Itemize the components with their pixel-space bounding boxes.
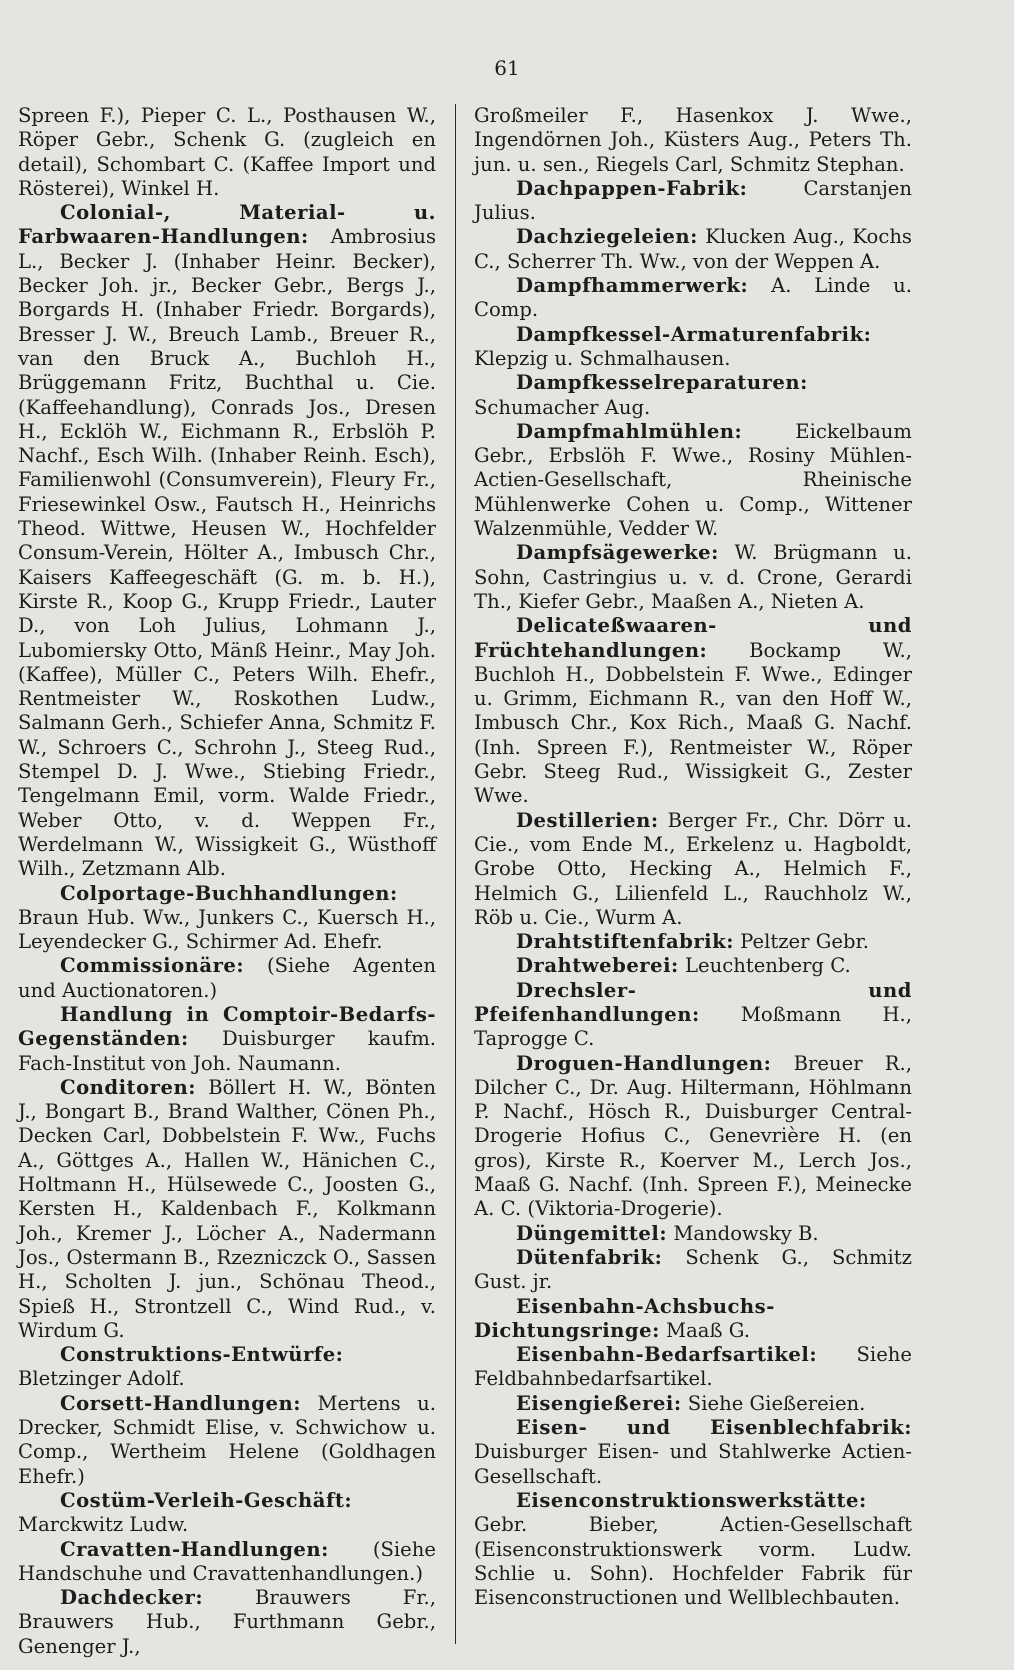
directory-entry (474, 930, 912, 954)
directory-entry (474, 1489, 912, 1610)
entry-text: Bletzinger Adolf. (18, 1367, 185, 1391)
directory-entry (474, 954, 912, 978)
directory-entry (474, 420, 912, 541)
entry-heading: Drechsler- und Pfeifenhandlungen: (474, 978, 912, 1026)
entry-heading: Delicateßwaaren- und Früchtehandlungen: (474, 614, 912, 662)
entry-text: Breuer R., Dilcher C., Dr. Aug. Hiltermann, Höhlmann P. Nachf., Hösch R., Duisburger Central-Drogerie Hofius C., Genevrière H. (en gros), Kirste R., Koerver M., Lerch Jos., Maaß G. Nachf. (Inh. Spreen F.), Meinecke A. C. (Viktoria-Drogerie). (474, 1051, 912, 1221)
directory-entry (18, 201, 436, 881)
entry-heading: Dachdecker: (60, 1586, 204, 1610)
entry-text: Böllert H. W., Bönten J., Bongart B., Brand Walther, Cönen Ph., Decken Carl, Dobbelstein F. Ww., Fuchs A., Göttges A., Hallen W., Hänichen C., Holtmann H., Hülsewede C., Joosten G., Kersten H., Kaldenbach F., Kolkmann Joh., Kremer J., Löcher A., Nadermann Jos., Ostermann B., Rzezniczck O., Sassen H., Scholten J. jun., Schönau Theod., Spieß H., Strontzell C., Wind Rud., v. Wirdum G. (18, 1075, 437, 1342)
directory-entry (474, 177, 912, 226)
entry-heading: Dampfmahlmühlen: (516, 419, 743, 443)
entry-heading: Dampfhammerwerk: (516, 274, 749, 298)
entry-text: Berger Fr., Chr. Dörr u. Cie., vom Ende M., Erkelenz u. Hagboldt, Grobe Otto, Hecking A., Helmich F., Helmich G., Lilienfeld L., Rauchholz W., Röb u. Cie., Wurm A. (474, 808, 913, 929)
entry-heading: Construktions-Entwürfe: (60, 1343, 344, 1367)
entry-text: Schenk G., Schmitz Gust. jr. (474, 1245, 913, 1294)
entry-text: Bockamp W., Buchloh H., Dobbelstein F. Wwe., Edinger u. Grimm, Eichmann R., van den Hoff W., Imbusch Chr., Kox Rich., Maaß G. Nachf. (Inh. Spreen F.), Rentmeister W., Röper Gebr. Steeg Rud., Wissigkeit G., Zester Wwe. (474, 638, 912, 808)
entry-heading: Costüm-Verleih-Geschäft: (60, 1488, 353, 1512)
entry-heading: Handlung in Comptoir-Bedarfs-Gegenständen: (18, 1002, 436, 1051)
entry-text: Duisburger kaufm. Fach-Institut von Joh. Naumann. (18, 1027, 436, 1075)
entry-text: (Siehe Agenten und Auctionatoren.) (18, 954, 436, 1002)
entry-heading: Destillerien: (516, 808, 659, 832)
entry-heading: Droguen-Handlungen: (516, 1051, 772, 1075)
entry-text: Peltzer Gebr. (740, 930, 869, 954)
directory-entry (474, 809, 912, 930)
directory-entry (18, 1586, 436, 1659)
entry-text: Duisburger Eisen- und Stahlwerke Actien-Gesellschaft. (474, 1440, 912, 1488)
entry-text: Großmeiler F., Hasenkox J. Wwe., Ingendörnen Joh., Küsters Aug., Peters Th. jun. u. sen., Riegels Carl, Schmitz Stephan. (474, 104, 912, 176)
directory-entry (18, 1489, 436, 1538)
left-column (18, 104, 436, 1659)
entry-text: Eickelbaum Gebr., Erbslöh F. Wwe., Rosiny Mühlen-Actien-Gesellschaft, Rheinische Mühlenwerke Cohen u. Comp., Wittener Walzenmühle, Vedder W. (474, 419, 912, 541)
directory-entry (18, 1343, 436, 1392)
entry-heading: Drahtstiftenfabrik: (516, 930, 734, 954)
directory-entry (474, 1392, 912, 1416)
directory-entry (474, 1246, 912, 1295)
entry-heading: Eisen- und Eisenblechfabrik: (516, 1416, 912, 1440)
entry-text: (Siehe Handschuhe und Cravattenhandlungen.) (18, 1537, 436, 1585)
page-number: 61 (494, 56, 520, 80)
entry-text: Leuchtenberg C. (685, 954, 851, 978)
entry-heading: Eisenconstruktionswerkstätte: (516, 1488, 867, 1512)
entry-text: Spreen F.), Pieper C. L., Posthausen W., Röper Gebr., Schenk G. (zugleich en detail), Schombart C. (Kaffee Import und Rösterei), Winkel H. (18, 104, 436, 200)
entry-heading: Conditoren: (60, 1075, 196, 1099)
entry-heading: Commissionäre: (60, 954, 245, 978)
directory-entry (474, 1343, 912, 1392)
entry-heading: Dampfkesselreparaturen: (516, 371, 808, 395)
entry-heading: Dachziegeleien: (516, 225, 698, 249)
right-column (474, 104, 912, 1610)
entry-heading: Cravatten-Handlungen: (60, 1537, 329, 1561)
directory-entry (474, 323, 912, 372)
entry-heading: Dütenfabrik: (516, 1245, 663, 1269)
entry-heading: Düngemittel: (516, 1221, 668, 1245)
entry-text: Schumacher Aug. (474, 395, 651, 419)
directory-entry (474, 1052, 912, 1222)
entry-text: Brauwers Fr., Brauwers Hub., Furthmann Gebr., Genenger J., (18, 1586, 436, 1658)
entry-heading: Eisengießerei: (516, 1391, 682, 1415)
entry-text: Klepzig u. Schmalhausen. (474, 346, 731, 370)
entry-heading: Colonial-, Material- u. Farbwaaren-Handlungen: (18, 201, 436, 249)
entry-heading: Eisenbahn-Achsbuchs-Dichtungsringe: (474, 1294, 775, 1342)
entry-heading: Dampfkessel-Armaturenfabrik: (516, 322, 872, 346)
entry-text: A. Linde u. Comp. (474, 274, 912, 322)
entry-heading: Corsett-Handlungen: (60, 1391, 301, 1415)
directory-entry (474, 1222, 912, 1246)
entry-text: Mandowsky B. (673, 1221, 819, 1245)
entry-text: Marckwitz Ludw. (18, 1513, 189, 1537)
entry-heading: Colportage-Buchhandlungen: (60, 881, 398, 905)
entry-text: Gebr. Bieber, Actien-Gesellschaft (Eisenconstruktionswerk vorm. Ludw. Schlie u. Sohn). Hochfelder Fabrik für Eisenconstructionen und Wellblechbauten. (474, 1513, 912, 1610)
directory-entry (18, 882, 436, 955)
directory-entry (18, 1003, 436, 1076)
directory-entry (474, 371, 912, 420)
entry-text: Maaß G. (666, 1318, 750, 1342)
directory-entry (474, 1295, 912, 1344)
column-divider (455, 104, 456, 1644)
directory-entry (474, 979, 912, 1052)
entry-text: Carstanjen Julius. (474, 176, 912, 225)
directory-entry (18, 1538, 436, 1587)
directory-entry (18, 104, 436, 201)
entry-heading: Dachpappen-Fabrik: (516, 176, 748, 200)
entry-heading: Dampfsägewerke: (516, 541, 719, 565)
directory-entry (474, 274, 912, 323)
directory-entry (474, 225, 912, 274)
entry-text: Braun Hub. Ww., Junkers C., Kuersch H., Leyendecker G., Schirmer Ad. Ehefr. (18, 905, 436, 954)
directory-entry (474, 104, 912, 177)
directory-entry (474, 1416, 912, 1489)
entry-text: Siehe Feldbahnbedarfsartikel. (474, 1343, 912, 1391)
entry-text: Mertens u. Drecker, Schmidt Elise, v. Schwichow u. Comp., Wertheim Helene (Goldhagen Ehefr.) (18, 1391, 436, 1488)
entry-text: Siehe Gießereien. (687, 1391, 866, 1415)
entry-text: Moßmann H., Taprogge C. (474, 1002, 913, 1051)
directory-entry (18, 1076, 436, 1343)
directory-entry (18, 954, 436, 1003)
entry-text: Klucken Aug., Kochs C., Scherrer Th. Ww., von der Weppen A. (474, 225, 912, 273)
entry-heading: Drahtweberei: (516, 954, 679, 978)
directory-entry (474, 541, 912, 614)
entry-text: W. Brügmann u. Sohn, Castringius u. v. d. Crone, Gerardi Th., Kiefer Gebr., Maaßen A., Nieten A. (474, 541, 912, 613)
directory-entry (474, 614, 912, 808)
entry-text: Ambrosius L., Becker J. (Inhaber Heinr. Becker), Becker Joh. jr., Becker Gebr., Bergs J., Borgards H. (Inhaber Friedr. Borgards), Bresser J. W., Breuch Lamb., Breuer R., van den Bruck A., Buchloh H., Brüggemann Fritz, Buchthal u. Cie. (Kaffeehandlung), Conrads Jos., Dresen H., Ecklöh W., Eichmann R., Erbslöh P. Nachf., Esch Wilh. (Inhaber Reinh. Esch), Familienwohl (Consumverein), Fleury Fr., Friesewinkel Osw., Fautsch H., Heinrichs Theod. Wittwe, Heusen W., Hochfelder Consum-Verein, Hölter A., Imbusch Chr., Kaisers Kaffeegeschäft (G. m. b. H.), Kirste R., Koop G., Krupp Friedr., Lauter D., von Loh Julius, Lohmann J., Lubomiersky Otto, Mänß Heinr., May Joh. (Kaffee), Müller C., Peters Wilh. Ehefr., Rentmeister W., Roskothen Ludw., Salmann Gerh., Schiefer Anna, Schmitz F. W., Schroers C., Schrohn J., Steeg Rud., Stempel D. J. Wwe., Stiebing Friedr., Tengelmann Emil, vorm. Walde Friedr., Weber Otto, v. d. Weppen Fr., Werdelmann W., Wissigkeit G., Wüsthoff Wilh., Zetzmann Alb. (18, 225, 436, 881)
entry-heading: Eisenbahn-Bedarfsartikel: (516, 1343, 818, 1367)
directory-entry (18, 1392, 436, 1489)
